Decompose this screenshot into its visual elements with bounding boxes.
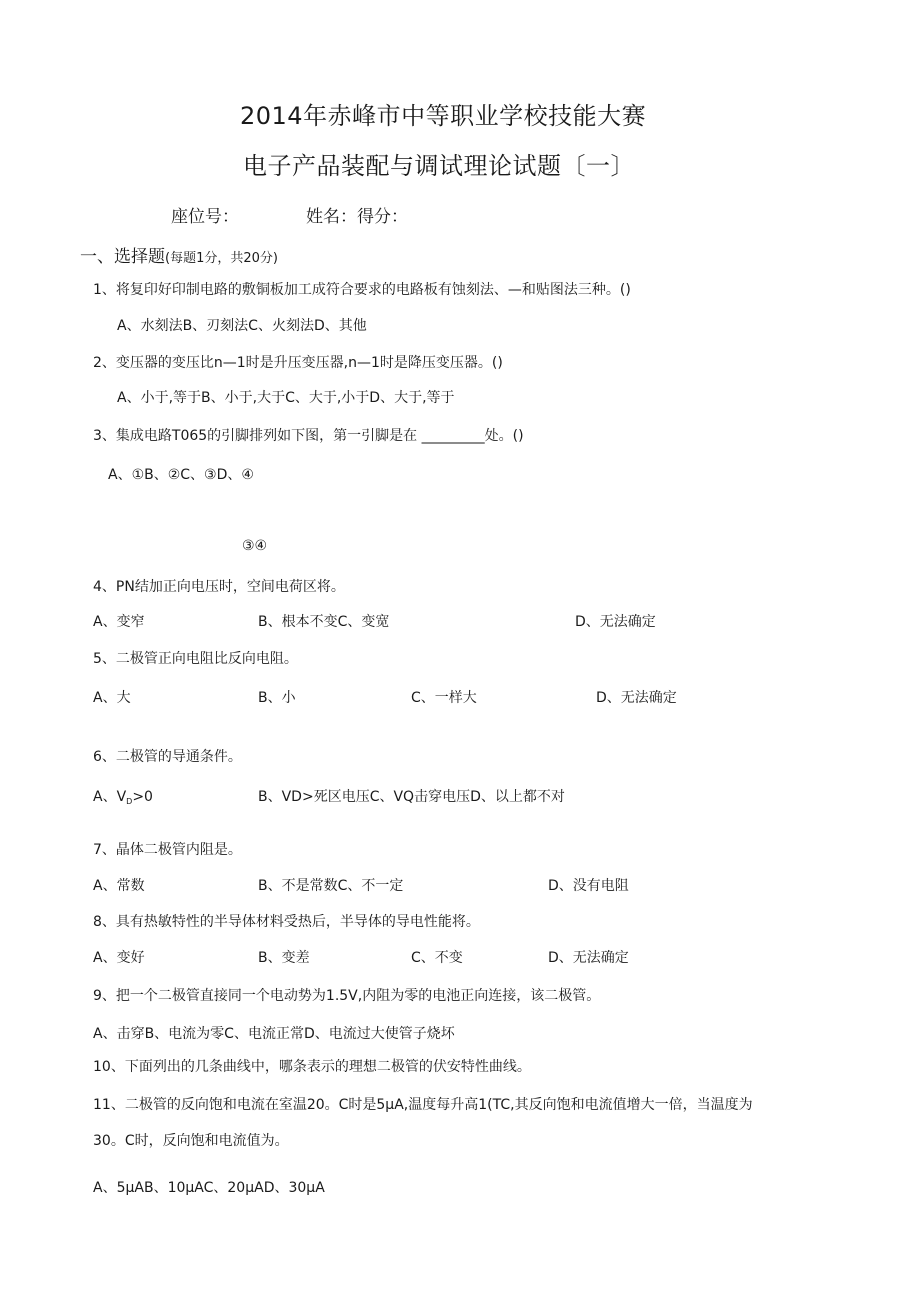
question-4: 4、PN结加正向电压时，空间电荷区将。 (93, 579, 345, 595)
option-a-prefix: A、V (93, 789, 127, 805)
question-7-option-a: A、常数 (93, 878, 145, 894)
question-10: 10、下面列出的几条曲线中，哪条表示的理想二极管的伏安特性曲线。 (93, 1059, 531, 1075)
question-1: 1、将复印好印制电路的敷铜板加工成符合要求的电路板有蚀刻法、—和贴图法三种。() (93, 282, 631, 298)
exam-title-line1: 2014年赤峰市中等职业学校技能大赛 (240, 102, 647, 130)
question-6: 6、二极管的导通条件。 (93, 749, 242, 765)
question-2-options: A、小于,等于B、小于,大于C、大于,小于D、大于,等于 (117, 390, 455, 406)
question-7-option-bc: B、不是常数C、不一定 (258, 878, 404, 894)
question-6-option-bcd: B、VD>死区电压C、VQ击穿电压D、以上都不对 (258, 789, 565, 805)
section-title: 一、选择题 (80, 247, 165, 267)
question-3-figure-labels: ③④ (242, 538, 268, 554)
question-11-options: A、5μAB、10μAC、20μAD、30μA (93, 1180, 325, 1196)
question-4-option-d: D、无法确定 (575, 614, 656, 630)
question-5: 5、二极管正向电阻比反向电阻。 (93, 651, 298, 667)
section-note: (每题1分，共20分) (165, 251, 278, 266)
question-8-option-c: C、不变 (411, 950, 463, 966)
question-5-option-a: A、大 (93, 690, 131, 706)
question-8-option-d: D、无法确定 (548, 950, 629, 966)
question-11-line2: 30。C时，反向饱和电流值为。 (93, 1133, 289, 1149)
question-5-option-d: D、无法确定 (596, 690, 677, 706)
question-11-line1: 11、二极管的反向饱和电流在室温20。C时是5μA,温度每升高1(TC,其反向饱和电流值增大一倍，当温度为 (93, 1097, 753, 1113)
seat-number-label: 座位号： (171, 207, 239, 227)
question-5-option-b: B、小 (258, 690, 296, 706)
question-8-option-b: B、变差 (258, 950, 310, 966)
question-7: 7、晶体二极管内阻是。 (93, 842, 242, 858)
question-2: 2、变压器的变压比n—1时是升压变压器,n—1时是降压变压器。() (93, 355, 503, 371)
question-7-option-d: D、没有电阻 (548, 878, 629, 894)
section-heading (80, 242, 278, 267)
option-a-suffix: >0 (132, 789, 153, 805)
question-6-option-a (93, 786, 153, 806)
question-1-options: A、水刻法B、刃刻法C、火刻法D、其他 (117, 318, 367, 334)
question-5-option-c: C、一样大 (411, 690, 477, 706)
question-4-option-a: A、变窄 (93, 614, 145, 630)
question-3: 3、集成电路T065的引脚排列如下图，第一引脚是在 _________处。() (93, 428, 524, 444)
exam-title-line2: 电子产品装配与调试理论试题〔一〕 (243, 152, 635, 180)
name-score-label: 姓名：得分： (306, 207, 408, 227)
vd-subscript: D (126, 797, 133, 806)
question-9: 9、把一个二极管直接同一个电动势为1.5V,内阻为零的电池正向连接，该二极管。 (93, 988, 601, 1004)
question-8-option-a: A、变好 (93, 950, 145, 966)
question-8: 8、具有热敏特性的半导体材料受热后，半导体的导电性能将。 (93, 914, 480, 930)
question-9-options: A、击穿B、电流为零C、电流正常D、电流过大使管子烧坏 (93, 1026, 455, 1042)
question-4-option-bc: B、根本不变C、变宽 (258, 614, 390, 630)
question-3-options: A、①B、②C、③D、④ (108, 467, 254, 483)
